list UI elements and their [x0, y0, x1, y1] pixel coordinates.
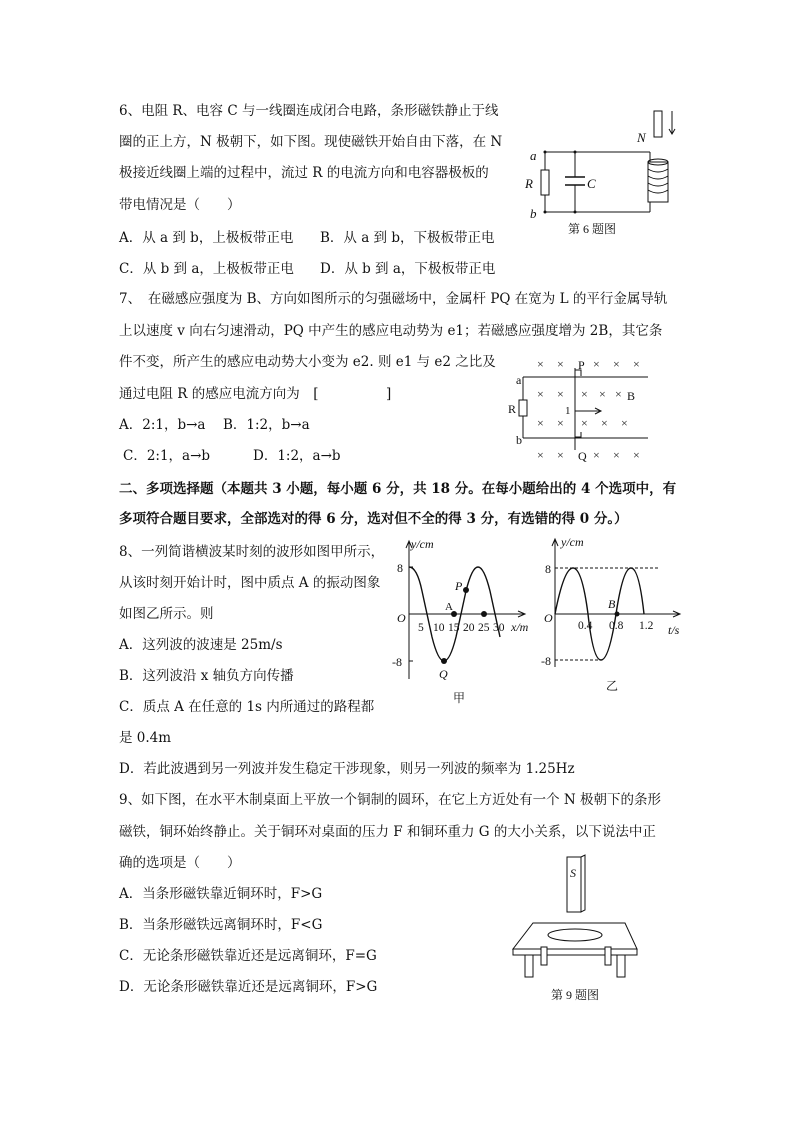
yi-tick-1-2: 1.2 — [639, 620, 654, 632]
svg-text:×: × — [557, 357, 564, 371]
svg-text:×: × — [613, 448, 620, 462]
point-b-dot — [615, 612, 620, 617]
q6-option-d: D．从 b 到 a，下极板带正电 — [320, 261, 496, 277]
q7-line-3: 件不变，所产生的感应电动势大小变为 e2. 则 e1 与 e2 之比及 — [119, 354, 496, 370]
q8-option-c-line-2: 是 0.4m — [119, 730, 172, 746]
q6-label-b: b — [530, 206, 537, 221]
q7-option-c: C．2:1，a→b — [123, 448, 211, 464]
q7-label-p: P — [578, 358, 585, 372]
jia-caption: 甲 — [453, 691, 466, 705]
q7-option-d: D．1:2，a→b — [253, 448, 341, 464]
jia-tick-5: 5 — [418, 622, 424, 634]
resistor-r-symbol — [541, 170, 549, 195]
rail-resistor-symbol — [519, 400, 527, 416]
q9-table-ring-figure — [505, 855, 655, 1005]
yi-y-max: 8 — [545, 562, 551, 576]
q7-label-r: R — [508, 402, 517, 416]
jia-y-label: y/cm — [411, 537, 434, 551]
q7-label-q: Q — [578, 449, 587, 463]
q7-label-b-field: B — [627, 389, 636, 403]
q8-vibration-figure-yi — [540, 532, 690, 692]
q7-label-1: 1 — [565, 405, 571, 417]
q8-line-3: 如图乙所示。则 — [119, 606, 214, 622]
q9-line-2: 磁铁，铜环始终静止。关于铜环对桌面的压力 F 和铜环重力 G 的大小关系，以下说法中正 — [119, 824, 656, 840]
q7-label-a: a — [516, 373, 522, 387]
q8-wave-figure-jia — [385, 536, 535, 706]
svg-text:×: × — [633, 357, 640, 371]
point-p-dot — [463, 587, 469, 593]
q8-line-1: 8、一列简谐横波某时刻的波形如图甲所示， — [119, 544, 385, 560]
svg-text:×: × — [581, 416, 588, 430]
q8-option-d: D．若此波遇到另一列波并发生稳定干涉现象，则另一列波的频率为 1.25Hz — [119, 761, 575, 777]
point-q-dot — [441, 658, 447, 664]
q6-label-a: a — [530, 148, 537, 163]
point-25-dot — [481, 611, 487, 617]
q6-circuit-figure — [520, 105, 695, 240]
jia-tick-15: 15 — [448, 622, 460, 634]
jia-x-label: x/m — [511, 620, 529, 634]
section-2-heading-line-1: 二、多项选择题（本题共 3 小题，每小题 6 分，共 18 分。在每小题给出的 4 个选项中，有 — [119, 481, 677, 497]
svg-text:×: × — [537, 357, 544, 371]
yi-tick-0-4: 0.4 — [578, 620, 593, 632]
q9-option-c: C．无论条形磁铁靠近还是远离铜环，F=G — [119, 948, 377, 964]
yi-origin: O — [544, 611, 553, 625]
yi-label-b: B — [608, 597, 616, 611]
yi-y-min: -8 — [541, 654, 551, 668]
q7-option-a: A．2:1，b→a — [119, 417, 206, 433]
svg-text:×: × — [599, 387, 606, 401]
yi-y-label: y/cm — [561, 535, 584, 549]
svg-text:×: × — [581, 387, 588, 401]
jia-tick-20: 20 — [463, 622, 475, 634]
svg-text:×: × — [615, 387, 622, 401]
section-2-heading-line-2: 多项符合题目要求，全部选对的得 6 分，选对但不全的得 3 分，有选错的得 0 分。） — [119, 511, 628, 527]
svg-text:×: × — [537, 387, 544, 401]
q8-option-a: A．这列波的波速是 25m/s — [119, 637, 283, 653]
capacitor-c-symbol — [565, 177, 585, 185]
jia-label-q: Q — [439, 667, 448, 681]
jia-label-a: A — [445, 601, 453, 613]
svg-text:×: × — [557, 416, 564, 430]
svg-text:×: × — [593, 448, 600, 462]
yi-caption: 乙 — [606, 679, 619, 693]
q8-option-b: B．这列波沿 x 轴负方向传播 — [119, 668, 294, 684]
magnet-label-s: S — [570, 866, 576, 880]
jia-y-min: -8 — [392, 655, 402, 669]
q8-option-c-line-1: C．质点 A 在任意的 1s 内所通过的路程都 — [119, 699, 375, 715]
magnetic-field-crosses — [537, 357, 640, 462]
yi-tick-0-8: 0.8 — [609, 620, 624, 632]
svg-text:×: × — [557, 448, 564, 462]
svg-text:×: × — [537, 416, 544, 430]
q6-line-2: 圈的正上方，N 极朝下，如下图。现使磁铁开始自由下落，在 N — [119, 134, 503, 150]
q6-option-c: C．从 b 到 a，上极板带正电 — [119, 261, 294, 277]
q7-line-2: 上以速度 v 向右匀速滑动，PQ 中产生的感应电动势为 e1；若磁感应强度增为 2B，其它条 — [119, 323, 663, 339]
q6-option-b: B．从 a 到 b，下极板带正电 — [320, 230, 495, 246]
q8-line-2: 从该时刻开始计时，图中质点 A 的振动图象 — [119, 575, 381, 591]
q6-line-1: 6、电阻 R、电容 C 与一线圈连成闭合电路，条形磁铁静止于线 — [119, 103, 499, 119]
q6-label-n: N — [637, 130, 646, 145]
q9-option-b: B．当条形磁铁远离铜环时，F<G — [119, 917, 323, 933]
jia-y-max: 8 — [397, 561, 403, 575]
q6-label-c: C — [587, 176, 596, 191]
jia-tick-30: 30 — [493, 622, 505, 634]
jia-tick-10: 10 — [433, 622, 445, 634]
q6-line-3: 极接近线圈上端的过程中，流过 R 的电流方向和电容器极板的 — [119, 165, 489, 181]
svg-text:×: × — [557, 387, 564, 401]
jia-origin: O — [397, 611, 406, 625]
q9-figure-caption: 第 9 题图 — [551, 988, 600, 1002]
svg-text:×: × — [621, 416, 628, 430]
q6-label-r: R — [525, 176, 533, 191]
q6-line-4: 带电情况是（ ） — [119, 197, 241, 213]
q7-line-4: 通过电阻 R 的感应电流方向为 [ ] — [119, 386, 392, 402]
q6-figure-caption: 第 6 题图 — [568, 222, 617, 236]
q9-option-a: A．当条形磁铁靠近铜环时，F>G — [119, 886, 323, 902]
svg-text:×: × — [537, 448, 544, 462]
q9-line-1: 9、如下图，在水平木制桌面上平放一个铜制的圆环，在它上方近处有一个 N 极朝下的条形 — [119, 792, 661, 808]
q7-option-b: B．1:2，b→a — [223, 417, 310, 433]
jia-tick-25: 25 — [478, 622, 490, 634]
q7-rail-figure — [505, 350, 665, 468]
q9-option-d: D．无论条形磁铁靠近还是远离铜环，F>G — [119, 979, 378, 995]
svg-text:×: × — [601, 416, 608, 430]
q7-label-b: b — [516, 433, 522, 447]
yi-x-label: t/s — [668, 623, 680, 637]
svg-text:×: × — [593, 357, 600, 371]
q9-line-3: 确的选项是（ ） — [119, 855, 241, 871]
jia-label-p: P — [455, 579, 463, 593]
svg-text:×: × — [633, 448, 640, 462]
q6-option-a: A．从 a 到 b，上极板带正电 — [119, 230, 294, 246]
q7-line-1: 7、 在磁感应强度为 B、方向如图所示的匀强磁场中，金属杆 PQ 在宽为 L 的平行金属导轨 — [119, 291, 668, 307]
svg-text:×: × — [613, 357, 620, 371]
